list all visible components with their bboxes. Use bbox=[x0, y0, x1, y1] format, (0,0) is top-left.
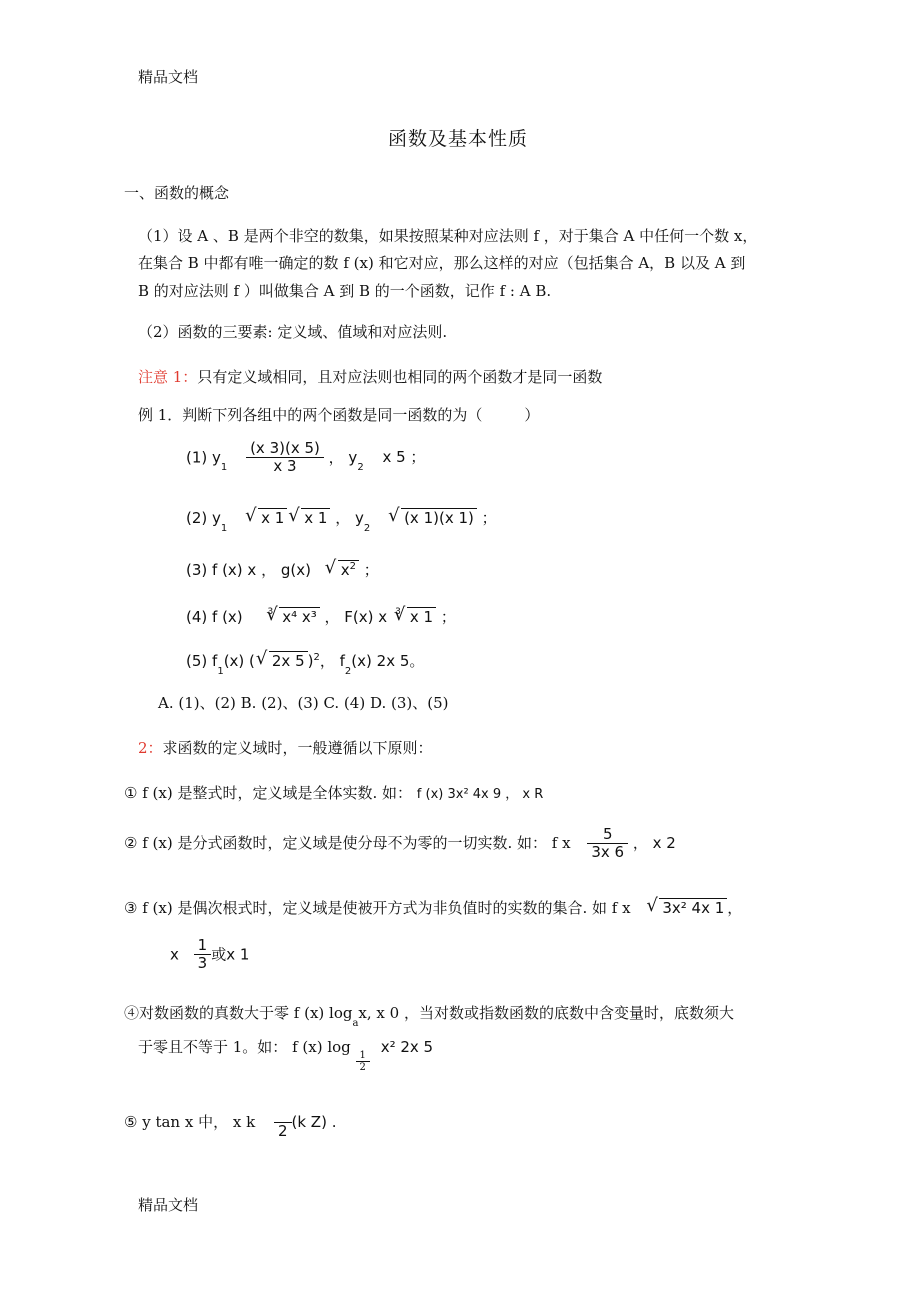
item-number: (5) bbox=[186, 652, 208, 670]
rule-text: ③ f (x) 是偶次根式时，定义域是使被开方式为非负值时的实数的集合. 如 f x bbox=[124, 899, 631, 917]
note-1 bbox=[138, 366, 602, 387]
rule-label: 2： bbox=[138, 739, 163, 757]
radicand: 2x 5 bbox=[269, 651, 308, 670]
expression: ， F(x) x bbox=[324, 608, 388, 626]
terminator: ； bbox=[440, 608, 456, 626]
radical bbox=[267, 607, 320, 626]
page-header: 精品文档 bbox=[138, 68, 199, 86]
radicand: x 1 bbox=[258, 508, 287, 527]
fraction-denominator: x 3 bbox=[273, 457, 297, 476]
fraction bbox=[587, 826, 628, 862]
separator: ， y bbox=[335, 509, 364, 527]
fraction-numerator: 1 bbox=[194, 937, 212, 955]
var-y: y bbox=[212, 448, 221, 467]
subscript: 1 bbox=[220, 462, 228, 474]
terminator: 。 bbox=[409, 652, 425, 670]
fraction bbox=[194, 937, 212, 973]
separator: ， y bbox=[328, 448, 358, 467]
fraction-numerator: 5 bbox=[587, 826, 628, 844]
fraction bbox=[356, 1050, 370, 1074]
note-text: 只有定义域相同，且对应法则也相同的两个函数才是同一函数 bbox=[197, 368, 603, 386]
rule-text: ② f (x) 是分式函数时，定义域是使分母不为零的一切实数. 如： f x bbox=[124, 833, 571, 852]
terminator: ； bbox=[363, 561, 379, 579]
rule-text: ① f (x) 是整式时，定义域是全体实数. 如： bbox=[124, 784, 413, 802]
fraction-numerator bbox=[274, 1105, 292, 1123]
radicand: x 1 bbox=[301, 508, 330, 527]
radical bbox=[647, 898, 727, 917]
expression: ) bbox=[307, 652, 314, 670]
root-index: 3 bbox=[395, 607, 401, 617]
exponent: 2 bbox=[349, 561, 356, 572]
terminator: ； bbox=[481, 509, 497, 527]
expression: (x) 2x 5 bbox=[351, 652, 410, 670]
result-text: 或x 1 bbox=[211, 945, 250, 964]
fraction-denominator: 3 bbox=[197, 954, 208, 973]
fraction-denominator: 2 bbox=[277, 1122, 288, 1141]
radical bbox=[326, 560, 359, 579]
definition-line-3: B 的对应法则 f ）叫做集合 A 到 B 的一个函数，记作 f : A B. bbox=[138, 282, 552, 300]
subscript: 1 bbox=[217, 666, 224, 677]
definition-line-2: 在集合 B 中都有唯一确定的数 f (x) 和它对应，那么这样的对应（包括集合 A，B 以及 A 到 bbox=[138, 254, 746, 272]
fraction-denominator: 2 bbox=[359, 1062, 366, 1073]
example-stem-end: ） bbox=[524, 406, 540, 424]
rule-text: 于零且不等于 1。如： f (x) log bbox=[138, 1038, 351, 1056]
example-stem bbox=[138, 404, 539, 425]
expression: f (x) x ， g(x) bbox=[212, 561, 311, 579]
fraction-denominator: 3x 6 bbox=[591, 843, 625, 862]
rule-text: 求函数的定义域时，一般遵循以下原则： bbox=[162, 739, 433, 757]
item-number: (2) bbox=[186, 509, 208, 527]
example-stem-text: 例 1．判断下列各组中的两个函数是同一函数的为（ bbox=[138, 406, 483, 424]
domain-rule-4 bbox=[124, 1002, 734, 1029]
domain-rule-1 bbox=[124, 782, 543, 803]
subscript: a bbox=[352, 1018, 359, 1029]
item-number: (4) bbox=[186, 608, 208, 626]
expression: f (x) bbox=[212, 608, 243, 626]
fraction-numerator: (x 3)(x 5) bbox=[246, 440, 324, 458]
rule-example: f (x) 3x² 4x 9 ， x R bbox=[416, 787, 544, 802]
radical bbox=[257, 651, 308, 670]
radical bbox=[395, 607, 436, 626]
fraction bbox=[274, 1105, 292, 1141]
example-item-5 bbox=[186, 650, 425, 677]
three-elements: （2）函数的三要素: 定义域、值域和对应法则. bbox=[138, 323, 448, 341]
item-number: (1) bbox=[186, 448, 208, 467]
var-y: y bbox=[212, 509, 221, 527]
page-title: 函数及基本性质 bbox=[388, 128, 529, 150]
rhs: x 5 ； bbox=[382, 448, 426, 467]
rule-text: ⑤ y tan x 中， x k bbox=[124, 1112, 256, 1131]
item-number: (3) bbox=[186, 561, 208, 579]
domain-rule-5 bbox=[124, 1105, 336, 1141]
subscript: 2 bbox=[357, 462, 364, 474]
expression: ， f bbox=[319, 652, 345, 670]
exponent: 2 bbox=[313, 652, 320, 663]
radicand: x⁴ x³ bbox=[279, 607, 320, 626]
terminator: ， bbox=[727, 899, 743, 917]
domain-rule-4-line-2 bbox=[138, 1036, 433, 1074]
example-item-4 bbox=[186, 606, 456, 627]
page-footer: 精品文档 bbox=[138, 1196, 199, 1214]
domain-rule-3 bbox=[124, 897, 742, 918]
radicand: x bbox=[340, 561, 350, 579]
rule-text: x, x 0 ，当对数或指数函数的底数中含变量时，底数须大 bbox=[358, 1004, 734, 1022]
rule-example: x² 2x 5 bbox=[380, 1038, 434, 1056]
expression: f bbox=[212, 652, 218, 670]
example-item-1 bbox=[186, 440, 425, 476]
radical bbox=[246, 508, 287, 527]
definition-line-1: （1）设 A 、B 是两个非空的数集，如果按照某种对应法则 f ，对于集合 A 中任何一个数 x， bbox=[138, 227, 758, 245]
rule-example: ， x 2 bbox=[632, 833, 676, 852]
rule-text: ④对数函数的真数大于零 f (x) log bbox=[124, 1004, 353, 1022]
expression: (x) ( bbox=[223, 652, 255, 670]
answer-options: A. (1)、(2) B. (2)、(3) C. (4) D. (3)、(5) bbox=[158, 694, 449, 712]
example-item-3 bbox=[186, 559, 379, 580]
root-index: 3 bbox=[267, 607, 274, 617]
example-item-2 bbox=[186, 507, 497, 534]
radical bbox=[289, 508, 330, 527]
radicand: 3x² 4x 1 bbox=[659, 898, 727, 917]
domain-rule-3-result bbox=[170, 937, 249, 973]
section-heading: 一、函数的概念 bbox=[124, 184, 230, 202]
domain-rule-2 bbox=[124, 826, 676, 862]
radicand: x 1 bbox=[407, 607, 436, 626]
rule-2-heading bbox=[138, 737, 433, 758]
rule-example: (k Z) . bbox=[291, 1112, 337, 1131]
radicand: (x 1)(x 1) bbox=[401, 508, 477, 527]
subscript: 1 bbox=[220, 523, 228, 534]
fraction bbox=[246, 440, 324, 476]
radical bbox=[389, 508, 477, 527]
fraction-numerator: 1 bbox=[356, 1050, 370, 1063]
note-label: 注意 1： bbox=[138, 368, 198, 386]
subscript: 2 bbox=[363, 523, 371, 534]
subscript: 2 bbox=[344, 666, 352, 677]
var-x: x bbox=[170, 945, 179, 964]
